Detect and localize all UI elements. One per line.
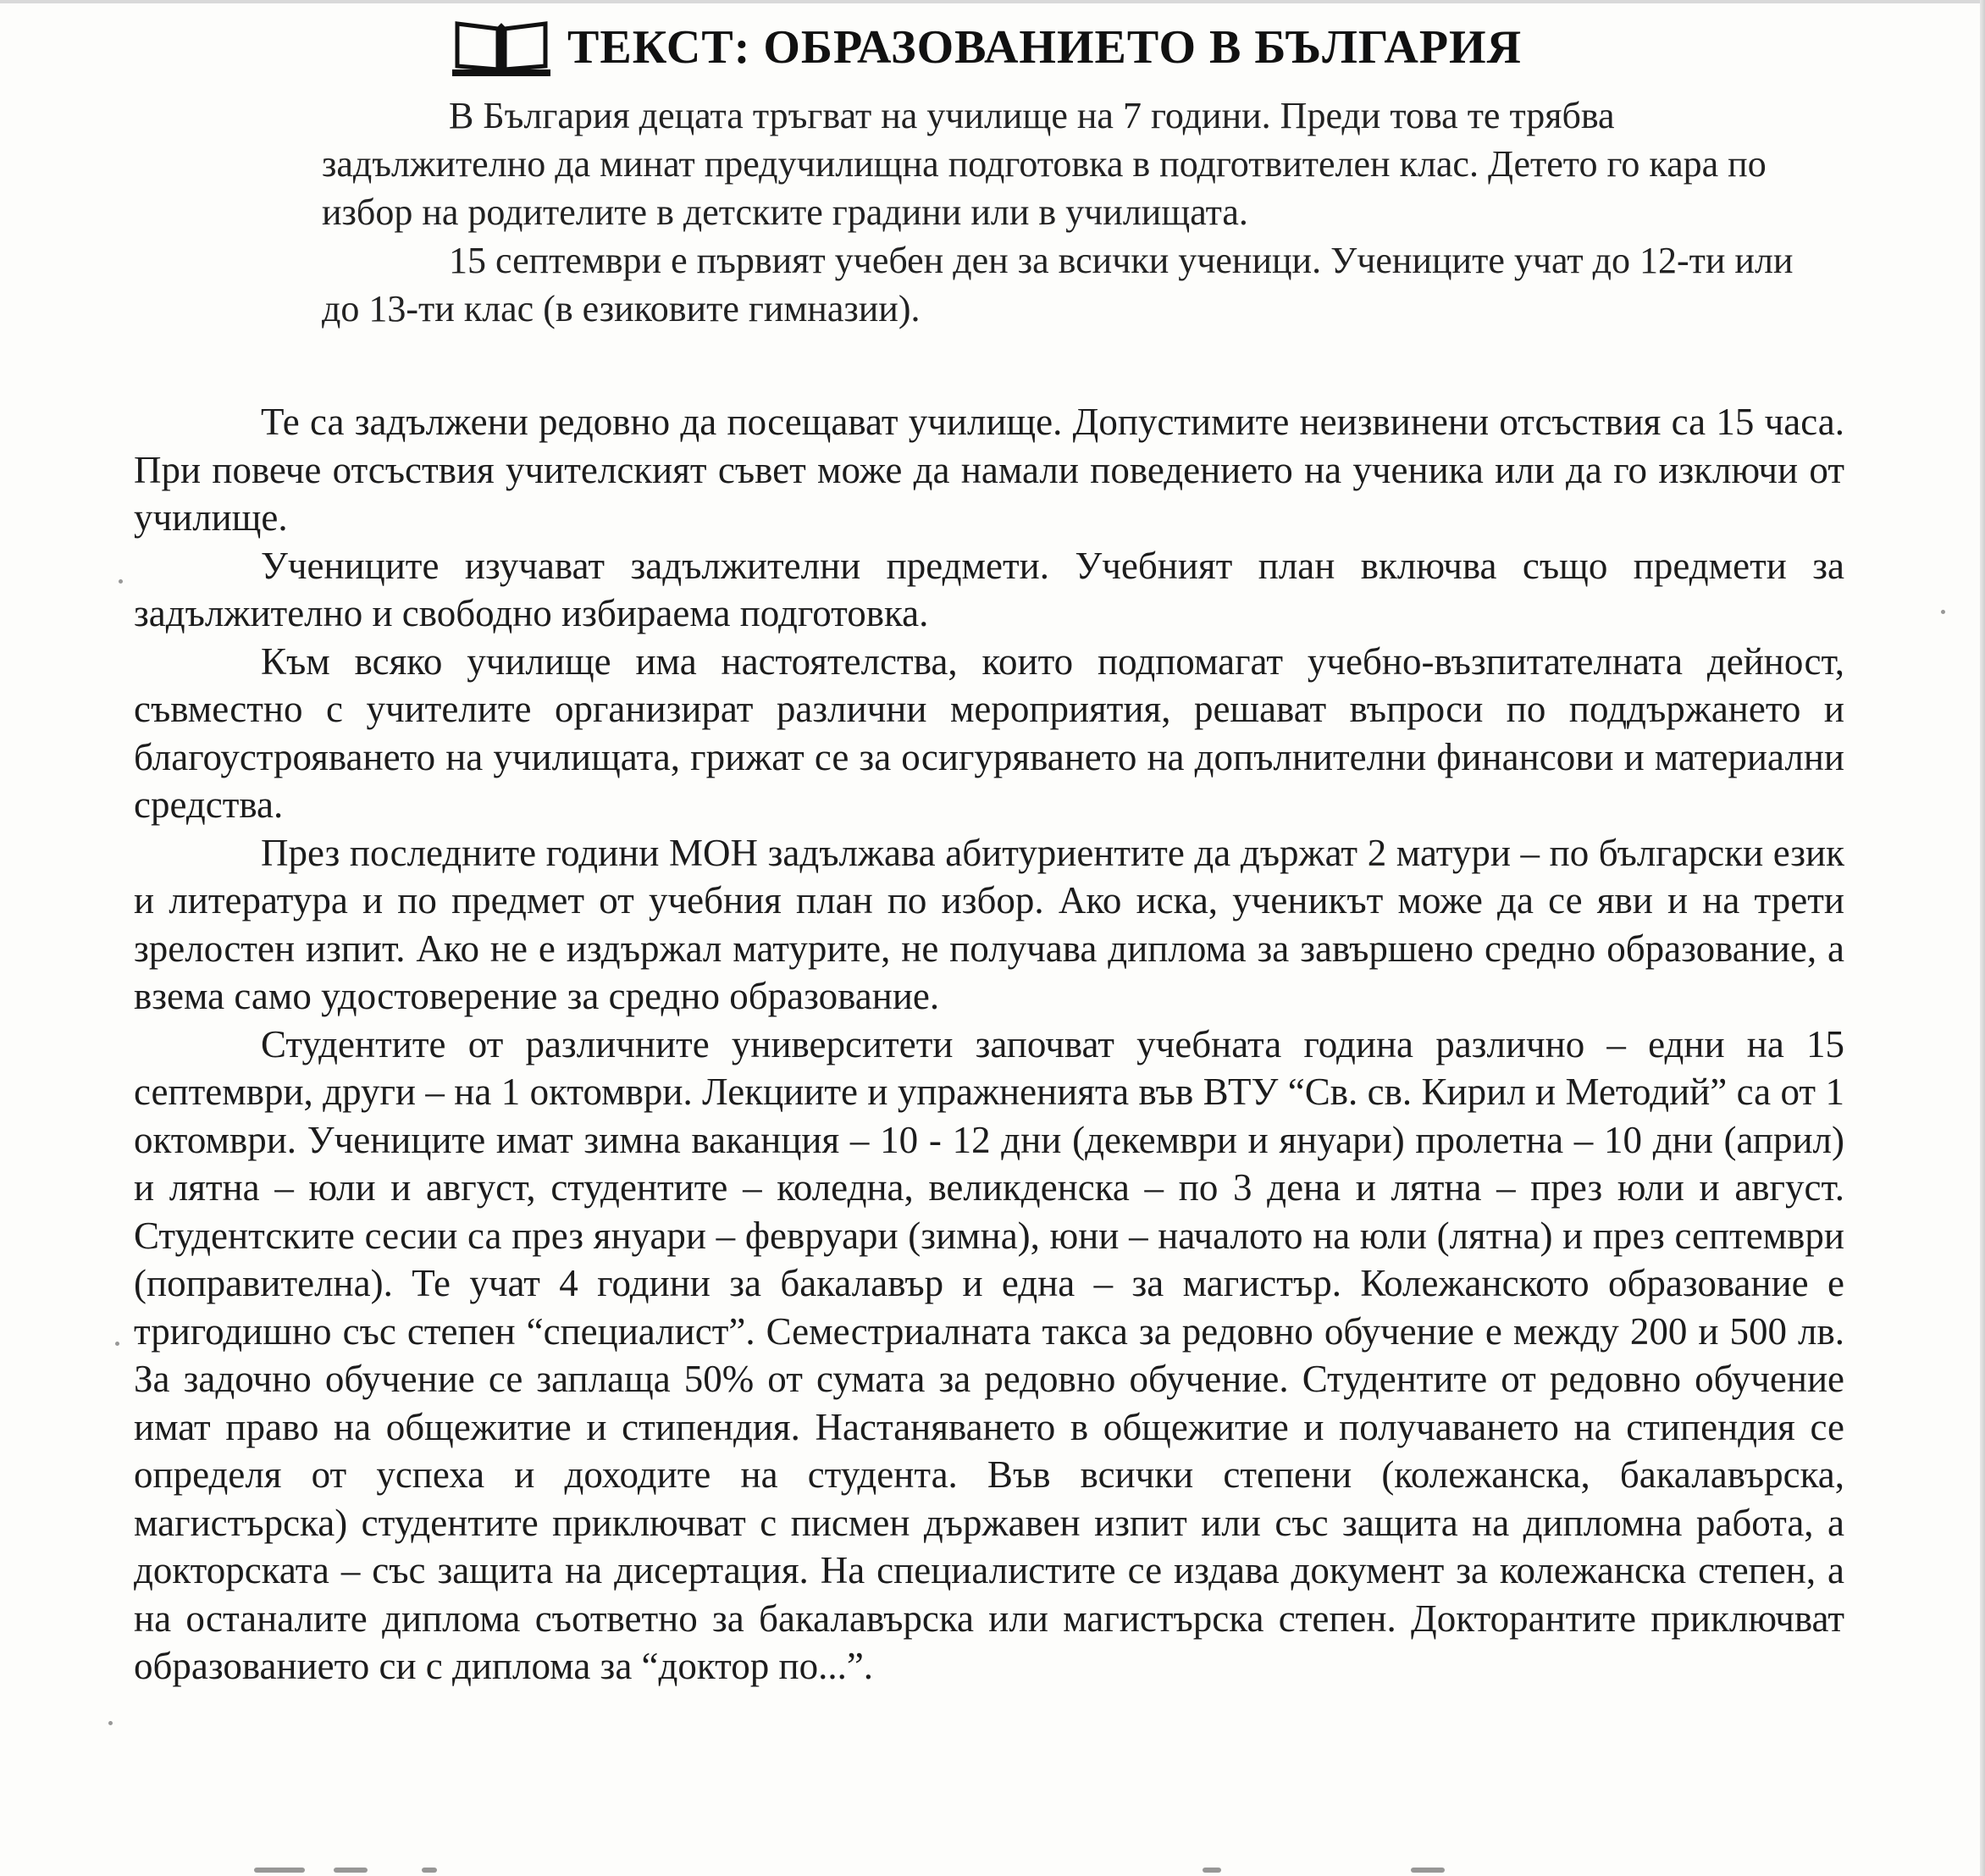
scan-speck bbox=[1941, 610, 1945, 614]
scan-edge-top bbox=[0, 0, 1985, 3]
page-title: ТЕКСТ: ОБРАЗОВАНИЕТО В БЪЛГАРИЯ bbox=[567, 21, 1523, 74]
intro-line: задължително да минат предучилищна подготовка в подготвителен клас. Детето го кара по bbox=[322, 143, 1767, 185]
paragraph: Студентите от различните университети започват учебната година различно – едни на 15 септември, други – на 1 октомври. Лекциите и упражненията във ВТУ “Св. св. Кирил и Методий” са от 1 октомври. Учениците имат зимна ваканция – 10 - 12 дни (декември и януари) пролетна – 10 дни (април) и лятна – юли и август, студентите – коледна, великденска – по 3 дена и лятна – през юли и август. Студентските сесии са през януари – февруари (зимна), юни – началото на юли (лятна) и през септември (поправителна). Те учат 4 години за бакалавър и една – за магистър. Колежанското образование е тригодишно със степен “специалист”. Семестриалната такса за редовно обучение е между 200 и 500 лв. За задочно обучение се заплаща 50% от сумата за редовно обучение. Студентите от редовно обучение имат право на общежитие и стипендия. Настаняването в общежитие и получаването на стипендия се определя от успеха и доходите на студента. Във всички степени (колежанска, бакалавърска, магистърска) студентите приключват с писмен държавен изпит или със защита на дипломна работа, а докторската – със защита на дисертация. На специалистите се издава документ за колежанска степен, а на останалите диплома съответно за бакалавърска или магистърска степен. Докторантите приключват образованието си с диплома за “доктор по...”. bbox=[134, 1022, 1844, 1687]
scan-speck bbox=[115, 1342, 119, 1346]
scan-speck bbox=[108, 1721, 113, 1725]
paragraph: Учениците изучават задължителни предмети. Учебният план включва също предмети за задължително и свободно избираема подготовка. bbox=[134, 544, 1844, 634]
body-text bbox=[134, 398, 1844, 1691]
intro-block bbox=[322, 91, 1985, 333]
page-heading bbox=[451, 7, 1522, 88]
open-book-icon bbox=[451, 17, 552, 78]
paragraph: През последните години МОН задължава абитуриентите да държат 2 матури – по български език и литература и по предмет от учебния план по избор. Ако иска, ученикът може да се яви и на трети зрелостен изпит. Ако не е издържал матурите, не получава диплома за завършено средно образование, а взема само удостоверение за средно образование. bbox=[134, 831, 1844, 1017]
paragraph: Към всяко училище има настоятелства, които подпомагат учебно-възпитателната дейност, съвместно с учителите организират различни мероприятия, решават въпроси по поддържането и благоустрояването на училищата, грижат се за осигуряването на допълнителни финансови и материални средства. bbox=[134, 639, 1844, 826]
cut-off-next-line bbox=[254, 1862, 1694, 1873]
paragraph: Те са задължени редовно да посещават училище. Допустимите неизвинени отсъствия са 15 часа. При повече отсъствия учителският съвет може да намали поведението на ученика или да го изключи от училище. bbox=[134, 401, 1844, 539]
intro-line: избор на родителите в детските градини или в училищата. bbox=[322, 191, 1248, 233]
intro-line: до 13-ти клас (в езиковите гимназии). bbox=[322, 288, 921, 329]
scan-speck bbox=[119, 579, 123, 584]
intro-line: 15 септември е първият учебен ден за всички ученици. Учениците учат до 12-ти или bbox=[449, 240, 1794, 281]
intro-line: В България децата тръгват на училище на 7 години. Преди това те трябва bbox=[449, 95, 1615, 136]
